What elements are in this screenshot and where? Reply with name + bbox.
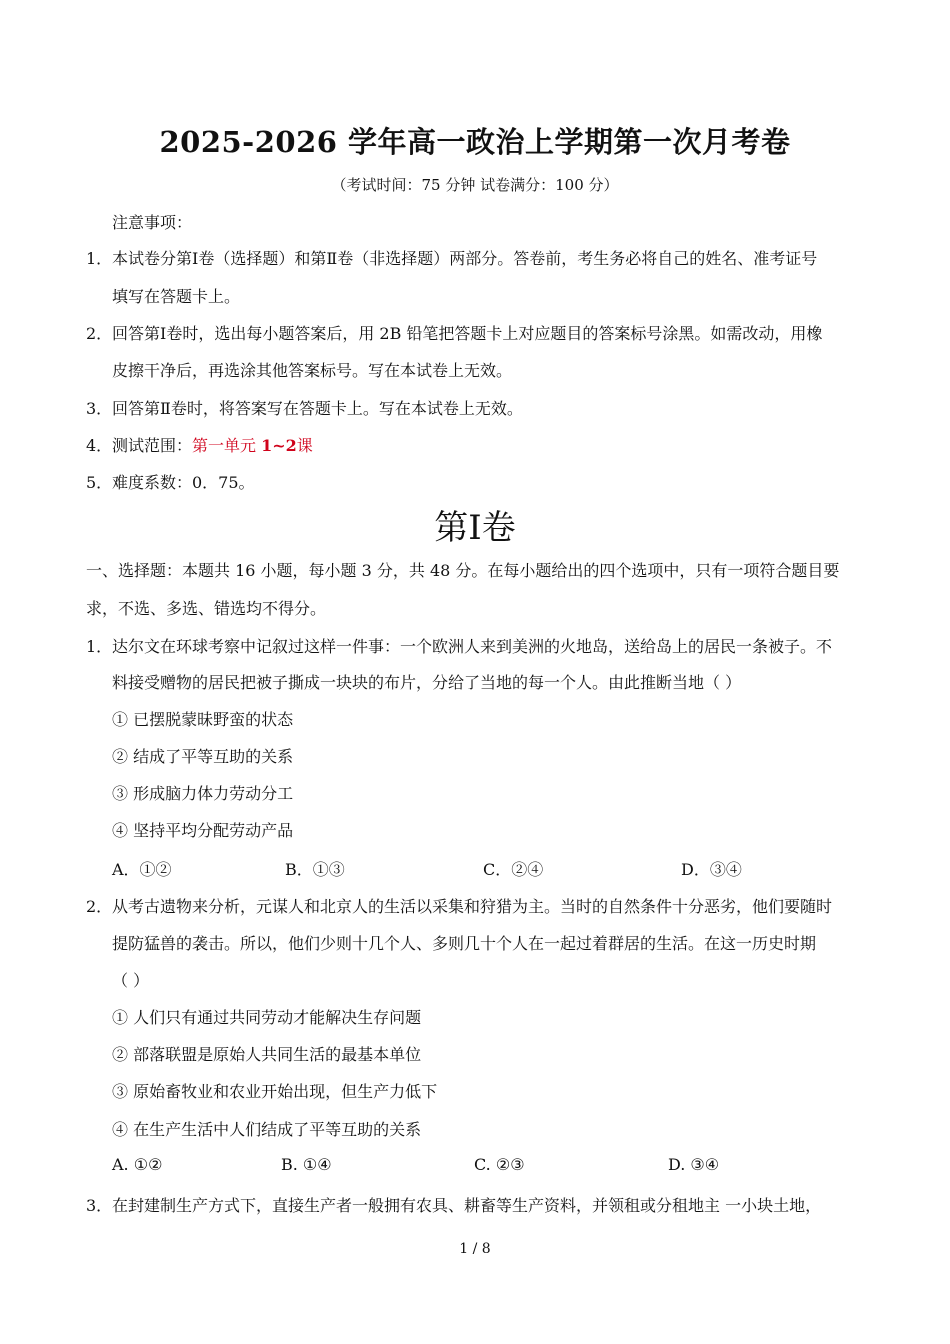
section-title: 第Ⅰ卷 — [434, 508, 516, 548]
note-number: 3． — [86, 399, 113, 418]
question-text: 从考古遗物来分析，元谋人和北京人的生活以采集和狩猎为主。当时的自然条件十分恶劣，他们要随时 — [112, 897, 833, 916]
option-a: A．①② — [112, 860, 172, 879]
question-2-bracket: （ ） — [112, 971, 150, 990]
statement: ② 结成了平等互助的关系 — [112, 747, 294, 766]
note-1-cont: 填写在答题卡上。 — [112, 287, 241, 306]
option-b: B．①③ — [285, 860, 345, 879]
statement: ④ 在生产生活中人们结成了平等互助的关系 — [112, 1120, 422, 1139]
option-b: B. ①④ — [281, 1155, 332, 1174]
option-d: D．③④ — [681, 860, 742, 879]
note-number: 4． — [86, 436, 113, 455]
note-text: 测试范围： — [112, 436, 193, 455]
page-number: 1 / 8 — [459, 1241, 491, 1257]
question-number: 2． — [86, 897, 113, 916]
option-a: A. ①② — [112, 1155, 163, 1174]
test-range-lessons: 1~2 — [261, 436, 297, 455]
question-number: 3． — [86, 1196, 113, 1215]
section-instruction: 一、选择题：本题共 16 小题，每小题 3 分，共 48 分。在每小题给出的四个选项中，只有一项符合题目要 — [86, 561, 840, 580]
note-number: 1． — [86, 249, 113, 268]
question-text: 达尔文在环球考察中记叙过这样一件事：一个欧洲人来到美洲的火地岛，送给岛上的居民一条被子。不 — [112, 637, 833, 656]
notes-heading: 注意事项： — [112, 213, 193, 232]
note-number: 5． — [86, 473, 113, 492]
statement: ③ 形成脑力体力劳动分工 — [112, 784, 294, 803]
question-1 — [86, 634, 832, 657]
note-5 — [86, 470, 255, 493]
test-range-unit: 第一单元 — [192, 436, 257, 455]
exam-subtitle: （考试时间：75 分钟 试卷满分：100 分） — [331, 176, 619, 194]
note-4 — [86, 433, 313, 456]
option-c: C. ②③ — [474, 1155, 525, 1174]
note-2-cont: 皮擦干净后，再选涂其他答案标号。写在本试卷上无效。 — [112, 361, 513, 380]
question-3 — [86, 1193, 821, 1216]
question-2 — [86, 894, 832, 917]
note-1 — [86, 246, 817, 269]
note-text: 本试卷分第Ⅰ卷（选择题）和第Ⅱ卷（非选择题）两部分。答卷前，考生务必将自己的姓名、准考证号 — [112, 249, 818, 268]
section-instruction-cont: 求，不选、多选、错选均不得分。 — [86, 599, 327, 618]
option-c: C．②④ — [483, 860, 544, 879]
note-text: 回答第Ⅱ卷时，将答案写在答题卡上。写在本试卷上无效。 — [112, 399, 523, 418]
question-2-cont: 提防猛兽的袭击。所以，他们少则十几个人、多则几十个人在一起过着群居的生活。在这一历史时期 — [112, 934, 817, 953]
statement: ① 已摆脱蒙昧野蛮的状态 — [112, 710, 294, 729]
note-2 — [86, 321, 822, 344]
question-number: 1． — [86, 637, 113, 656]
statement: ② 部落联盟是原始人共同生活的最基本单位 — [112, 1045, 422, 1064]
question-1-cont: 料接受赠物的居民把被子撕成一块块的布片，分给了当地的每一个人。由此推断当地（ ） — [112, 673, 742, 692]
exam-title: 2025-2026 学年高一政治上学期第一次月考卷 — [159, 125, 791, 159]
note-3 — [86, 396, 523, 419]
question-text: 在封建制生产方式下，直接生产者一般拥有农具、耕畜等生产资料，并领租或分租地主 一小块土地， — [112, 1196, 822, 1215]
note-text: 难度系数：0．75。 — [112, 473, 255, 492]
test-range-suffix: 课 — [296, 436, 313, 455]
statement: ① 人们只有通过共同劳动才能解决生存问题 — [112, 1008, 422, 1027]
note-number: 2． — [86, 324, 113, 343]
statement: ③ 原始畜牧业和农业开始出现，但生产力低下 — [112, 1082, 438, 1101]
statement: ④ 坚持平均分配劳动产品 — [112, 821, 294, 840]
note-text: 回答第Ⅰ卷时，选出每小题答案后，用 2B 铅笔把答题卡上对应题目的答案标号涂黑。如需改动，用橡 — [112, 324, 823, 343]
option-d: D. ③④ — [668, 1155, 720, 1174]
